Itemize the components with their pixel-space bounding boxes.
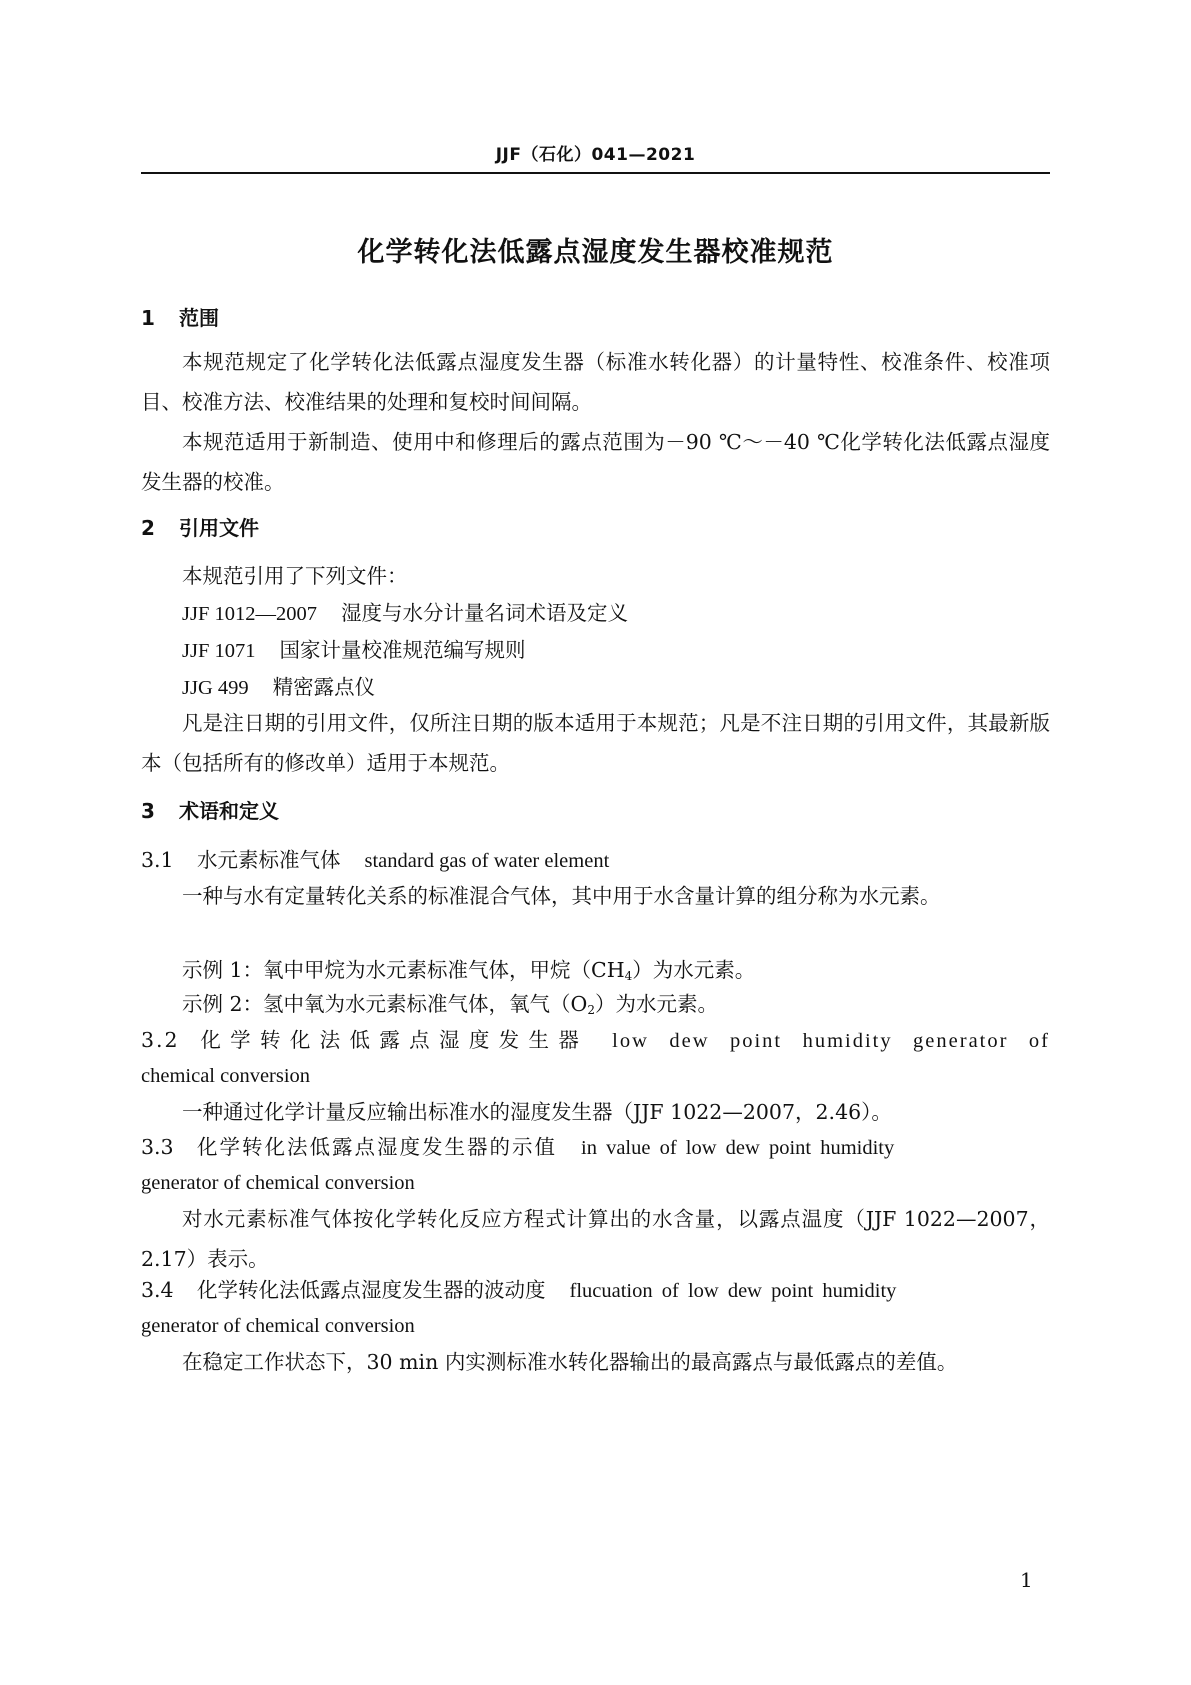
ref-item [141, 630, 1091, 671]
ref-item [141, 593, 1091, 634]
term-3-3-heading-cont: generator of chemical conversion [141, 1172, 415, 1194]
term-3-4-heading [141, 1270, 1050, 1311]
section-3-heading [141, 795, 279, 824]
term-3-1-definition: 一种与水有定量转化关系的标准混合气体，其中用于水含量计算的组分称为水元素。 [182, 884, 941, 908]
section-title: 范围 [179, 306, 219, 330]
term-3-4-definition: 在稳定工作状态下，30 min 内实测标准水转化器输出的最高露点与最低露点的差值。 [182, 1350, 958, 1374]
term-en: flucuation of low dew point humidity [569, 1280, 897, 1302]
ref-code: JJF 1071 [182, 640, 256, 662]
term-cn: 水元素标准气体 [197, 848, 341, 872]
term-3-2-definition: 一种通过化学计量反应输出标准水的湿度发生器（JJF 1022—2007，2.46）。 [182, 1100, 892, 1124]
section-title: 术语和定义 [179, 799, 279, 823]
term-3-2-heading-cont: chemical conversion [141, 1065, 311, 1087]
subscript: 4 [624, 969, 633, 983]
header-rule [141, 172, 1050, 174]
term-cn: 化学转化法低露点湿度发生器 [197, 1028, 589, 1052]
term-en: low dew point humidity generator of [612, 1030, 1050, 1052]
example-text: ）为水元素。 [595, 992, 719, 1016]
ref-code: JJG 499 [182, 677, 249, 699]
term-number: 3.2 [141, 1028, 180, 1052]
section-1-heading [141, 302, 219, 331]
example-text: 示例 2：氢中氧为水元素标准气体，氧气（O [182, 992, 588, 1016]
section-number: 3 [141, 799, 155, 823]
section-2-heading [141, 512, 259, 541]
term-number: 3.3 [141, 1135, 174, 1159]
refs-intro: 本规范引用了下列文件： [182, 564, 408, 588]
term-3-3-heading [141, 1127, 1050, 1168]
section-title: 引用文件 [179, 516, 259, 540]
page-number: 1 [1020, 1568, 1033, 1592]
scope-paragraph-1: 本规范规定了化学转化法低露点湿度发生器（标准水转化器）的计量特性、校准条件、校准项目、校准方法、校准结果的处理和复校时间间隔。 [141, 350, 1050, 414]
page-title: 化学转化法低露点湿度发生器校准规范 [357, 237, 834, 268]
example-text: 示例 1：氧中甲烷为水元素标准气体，甲烷（CH [182, 958, 625, 982]
term-cn: 化学转化法低露点湿度发生器的示值 [197, 1135, 557, 1159]
term-en: standard gas of water element [364, 850, 610, 872]
section-number: 1 [141, 306, 155, 330]
term-3-1-heading [141, 840, 1050, 881]
term-number: 3.4 [141, 1278, 174, 1302]
example-text: ）为水元素。 [632, 958, 756, 982]
document-code-header: JJF（石化）041—2021 [495, 145, 696, 165]
refs-note: 凡是注日期的引用文件，仅所注日期的版本适用于本规范；凡是不注日期的引用文件，其最新版本（包括所有的修改单）适用于本规范。 [141, 711, 1050, 775]
section-number: 2 [141, 516, 155, 540]
ref-code: JJF 1012—2007 [182, 603, 317, 625]
ref-name: 精密露点仪 [272, 675, 376, 699]
ref-name: 国家计量校准规范编写规则 [279, 638, 526, 662]
term-en: in value of low dew point humidity [581, 1137, 895, 1159]
scope-paragraph-2: 本规范适用于新制造、使用中和修理后的露点范围为－90 ℃～－40 ℃化学转化法低露点湿度发生器的校准。 [141, 430, 1050, 494]
ref-item [141, 667, 1091, 708]
term-cn: 化学转化法低露点湿度发生器的波动度 [197, 1278, 546, 1302]
subscript: 2 [587, 1003, 596, 1017]
term-3-4-heading-cont: generator of chemical conversion [141, 1315, 415, 1337]
term-3-3-definition: 对水元素标准气体按化学转化反应方程式计算出的水含量，以露点温度（JJF 1022—2007，2.17）表示。 [141, 1207, 1050, 1271]
term-3-2-heading [141, 1020, 1050, 1061]
ref-name: 湿度与水分计量名词术语及定义 [340, 601, 628, 625]
term-number: 3.1 [141, 848, 174, 872]
